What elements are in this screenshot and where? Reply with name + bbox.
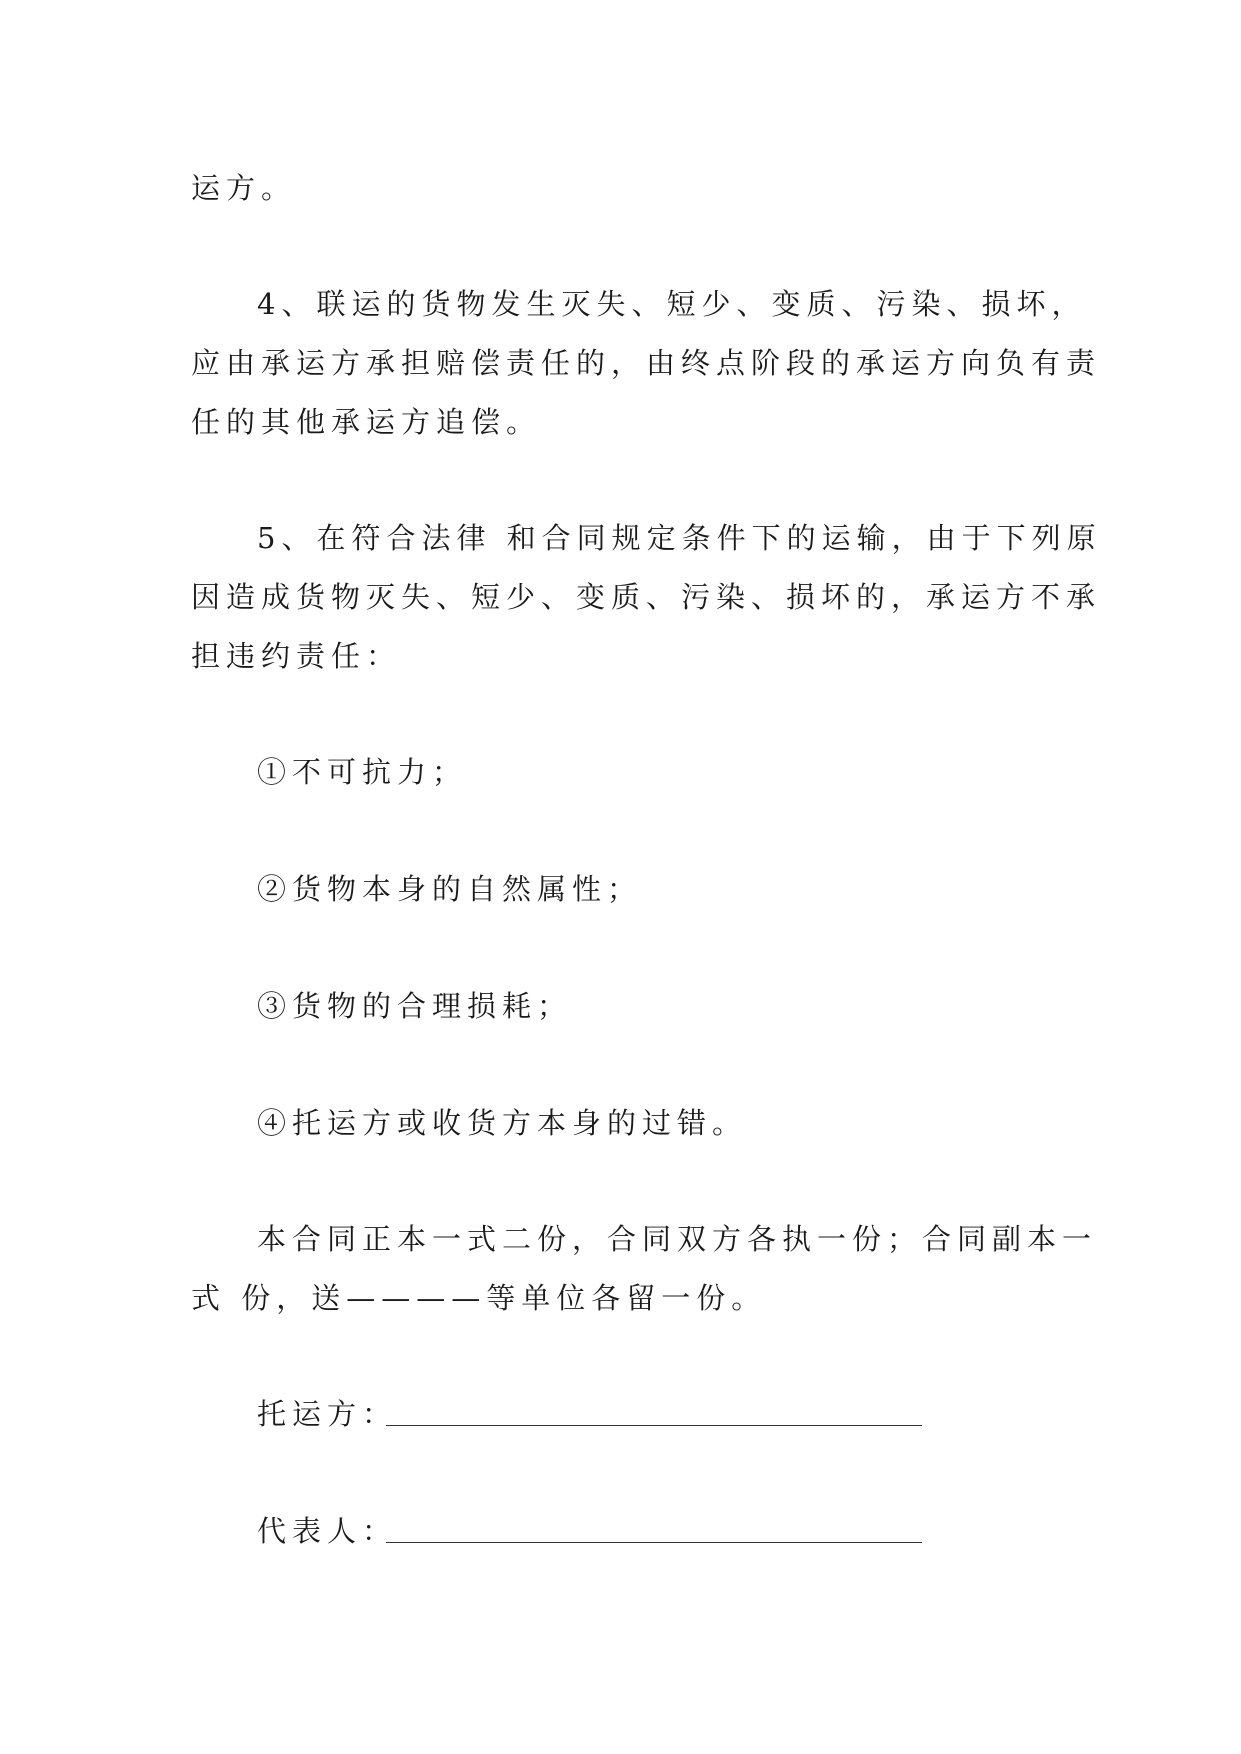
signature-label-representative: 代表人： [257, 1514, 398, 1548]
text-line: 因造成货物灭失、短少、变质、污染、损坏的，承运方不承 [191, 580, 1102, 614]
text-line: 式 份，送————等单位各留一份。 [191, 1281, 767, 1315]
text-line: 任的其他承运方追偿。 [191, 405, 542, 439]
list-item: ②货物本身的自然属性； [257, 872, 643, 906]
text-line: 担违约责任： [191, 639, 402, 673]
signature-line-shipper [386, 1425, 922, 1426]
text-line: 5、在符合法律 和合同规定条件下的运输，由于下列原 [257, 521, 1102, 555]
text-line: 运方。 [191, 171, 297, 205]
signature-label-shipper: 托运方： [257, 1397, 398, 1431]
text-line: 4、联运的货物发生灭失、短少、变质、污染、损坏， [257, 287, 1087, 321]
list-item: ①不可抗力； [257, 755, 468, 789]
signature-line-representative [386, 1542, 922, 1543]
list-item: ④托运方或收货方本身的过错。 [257, 1106, 748, 1140]
list-item: ③货物的合理损耗； [257, 989, 573, 1023]
text-line: 本合同正本一式二份，合同双方各执一份；合同副本一 [257, 1222, 1098, 1256]
text-line: 应由承运方承担赔偿责任的，由终点阶段的承运方向负有责 [191, 346, 1102, 380]
